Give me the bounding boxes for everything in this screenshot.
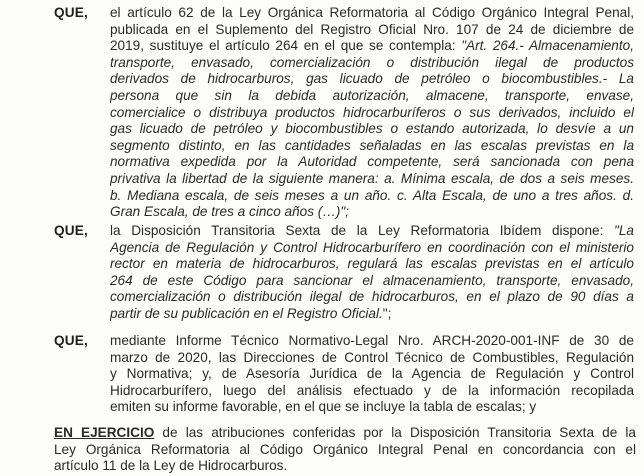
quoted-legal-text: derivados de hidrocarburos, gas licuado de petróleo o biocombustibles.- La	[110, 71, 634, 87]
body-text: publicada en el Suplemento del Registro Oficial Nro. 107 de 24 de diciembre de	[110, 21, 634, 37]
quoted-legal-text: privativa la libertad de la siguiente manera: a. Mínima escala, de dos a seis meses.	[110, 170, 634, 186]
quoted-legal-text: b. Mediana escala, de seis meses a un año. c. Alta Escala, de uno a tres años. d.	[110, 187, 634, 203]
clause-text	[110, 333, 634, 416]
clause-line	[110, 273, 634, 290]
body-text: mediante Informe Técnico Normativo-Legal Nro. ARCH-2020-001-INF de 30 de	[110, 333, 634, 348]
clause-line	[110, 204, 634, 221]
quoted-legal-text: Agencia de Regulación y Control Hidrocarburífero en coordinación con el ministerio	[110, 239, 634, 255]
quoted-legal-text: normativa expedida por la Autoridad competente, será sancionada con pena	[110, 154, 634, 170]
closing-line: Ley Orgánica Reformatoria al Código Orgánico Integral Penal en concordancia con el	[54, 441, 636, 457]
clause-line	[110, 383, 634, 400]
clause-line	[110, 366, 634, 383]
clause-line	[110, 105, 634, 122]
quoted-legal-text: rector en materia de hidrocarburos, regulará las escalas previstas en el artículo	[110, 256, 634, 272]
quoted-legal-text: Gran Escala, de tres a cinco años (…)";	[110, 204, 350, 220]
quoted-legal-text: "La	[614, 223, 634, 238]
body-text: emiten su informe favorable, en el que se incluye la tabla de escalas; y	[110, 399, 537, 415]
quoted-legal-text: gas licuado de petróleo y biocombustibles o estando autorizada, lo desvíe a un	[110, 121, 634, 137]
clause-line	[110, 154, 634, 171]
body-text: el artículo 62 de la Ley Orgánica Reformatoria al Código Orgánico Integral Penal,	[110, 5, 634, 20]
quoted-legal-text: segmento distinto, en las cantidades señaladas en las escalas previstas en la	[110, 137, 634, 153]
clause-line	[110, 121, 634, 138]
clause-line	[110, 306, 634, 323]
quoted-legal-text: "Art. 264.- Almacenamiento,	[461, 38, 634, 54]
clause-line	[110, 88, 634, 105]
closing-line: artículo 11 de la Ley de Hidrocarburos.	[54, 458, 288, 474]
clause-line	[110, 223, 634, 240]
clause-text	[110, 223, 634, 323]
body-text: marzo de 2020, las Direcciones de Control Técnico de Combustibles, Regulación	[110, 349, 634, 365]
clause-line	[110, 55, 634, 72]
que-label: QUE,	[54, 333, 89, 348]
en-ejercicio-paragraph	[54, 425, 636, 475]
clause-line	[110, 188, 634, 205]
clause-line	[110, 256, 634, 273]
quoted-legal-text: comercialización o distribución ilegal de hidrocarburos, en el plazo de 90 días a	[110, 289, 634, 305]
clause-line	[110, 138, 634, 155]
closing-line-text: de las atribuciones conferidas por la Disposición Transitoria Sexta de la	[154, 425, 636, 440]
que-label: QUE,	[54, 223, 89, 238]
body-text: la Disposición Transitoria Sexta de la Ley Reformatoria Ibídem dispone:	[110, 223, 615, 238]
que-label: QUE,	[54, 5, 89, 20]
clause-line	[110, 399, 634, 416]
body-text: 2019, sustituye el artículo 264 en el que se contempla:	[110, 38, 462, 54]
clause-line	[110, 171, 634, 188]
body-text: y Normativa; y, de Asesoría Jurídica de la Agencia de Regulación y Control	[110, 366, 634, 382]
body-text: Hidrocarburífero, luego del análisis efectuado y de la información recopilada	[110, 382, 634, 398]
quoted-legal-text: partir de su publicación en el Registro Oficial.	[110, 305, 383, 321]
quoted-legal-text: comercialice o distribuya productos hidrocarburíferos o sus derivados, incluido el	[110, 104, 634, 120]
clause-line	[110, 289, 634, 306]
clause-line	[110, 71, 634, 88]
en-ejercicio-heading: EN EJERCICIO	[54, 425, 155, 440]
quoted-legal-text: transporte, envasado, comercialización o distribución ilegal de productos	[110, 54, 634, 70]
body-text: ";	[382, 305, 392, 321]
clause-line	[110, 22, 634, 39]
clause-text	[110, 5, 634, 221]
clause-line	[110, 333, 634, 350]
clause-line	[110, 5, 634, 22]
quoted-legal-text: 264 de este Código para sancionar el almacenamiento, transporte, envasado,	[110, 272, 634, 288]
clause-line	[110, 350, 634, 367]
quoted-legal-text: persona que sin la debida autorización, almacene, transporte, envase,	[110, 87, 634, 103]
clause-line	[110, 240, 634, 257]
closing-line	[54, 425, 636, 442]
clause-line	[110, 38, 634, 55]
